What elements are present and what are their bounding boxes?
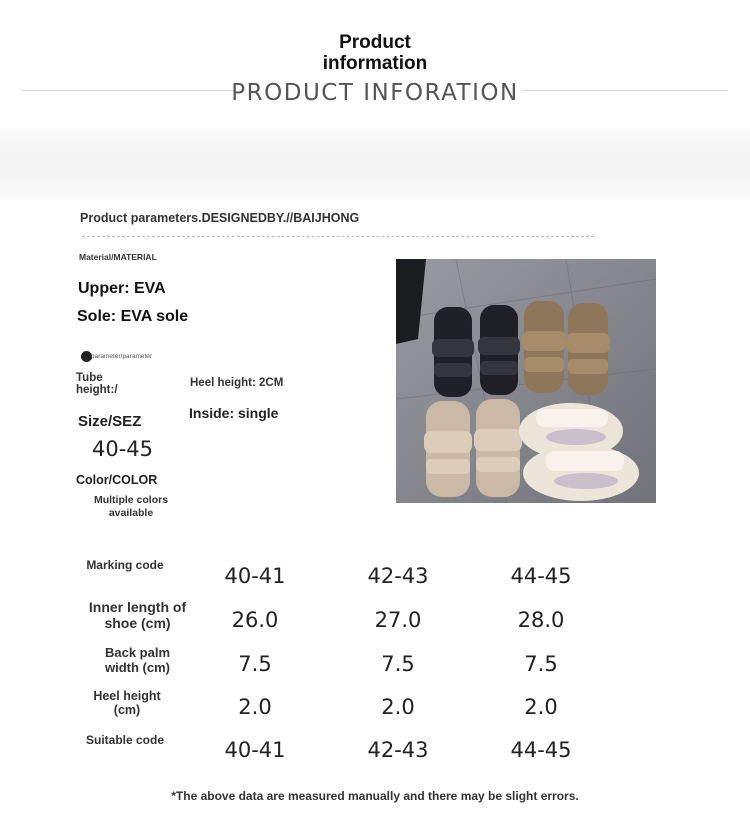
sandals-photo: [396, 259, 656, 503]
size-value: 40-45: [92, 437, 154, 461]
table-cell: 2.0: [381, 695, 415, 719]
row-label-back-palm-width: Back palm width (cm): [104, 645, 171, 675]
size-label: Size/SEZ: [78, 413, 142, 430]
table-cell: 40-41: [224, 564, 286, 588]
table-cell: 7.5: [238, 652, 272, 676]
table-cell: 7.5: [381, 652, 415, 676]
color-label: Color/COLOR: [76, 473, 158, 487]
table-cell: 44-45: [510, 738, 572, 762]
row-label-suitable-code: Suitable code: [85, 733, 165, 747]
tube-height: Tube height:/: [76, 372, 118, 396]
table-cell: 26.0: [231, 608, 279, 632]
dashed-divider: [82, 236, 594, 237]
table-cell: 42-43: [367, 738, 429, 762]
decorative-band: [0, 128, 750, 198]
material-label: Material/MATERIAL: [79, 252, 157, 262]
inside-lining: Inside: single: [189, 405, 279, 421]
color-value: Multiple colors available: [93, 494, 169, 519]
measurement-footnote: *The above data are measured manually and there may be slight errors.: [171, 789, 579, 803]
table-cell: 28.0: [517, 608, 565, 632]
row-label-marking-code: Marking code: [86, 558, 164, 572]
parameter-label: parameter/parameter: [91, 353, 153, 360]
table-cell: 44-45: [510, 564, 572, 588]
table-cell: 2.0: [238, 695, 272, 719]
table-cell: 42-43: [367, 564, 429, 588]
table-cell: 2.0: [524, 695, 558, 719]
table-cell: 7.5: [524, 652, 558, 676]
heel-height: Heel height: 2CM: [190, 377, 284, 389]
upper-material: Upper: EVA: [78, 280, 166, 297]
page-subtitle: PRODUCT INFORATION: [231, 80, 519, 106]
row-label-inner-length: Inner length of shoe (cm): [88, 599, 187, 631]
row-label-heel-height: Heel height (cm): [93, 689, 161, 717]
page-title: Product information: [322, 32, 428, 74]
sole-material: Sole: EVA sole: [77, 308, 189, 325]
params-heading: Product parameters.DESIGNEDBY.//BAIJHONG: [80, 211, 360, 225]
table-cell: 27.0: [374, 608, 422, 632]
table-cell: 40-41: [224, 738, 286, 762]
